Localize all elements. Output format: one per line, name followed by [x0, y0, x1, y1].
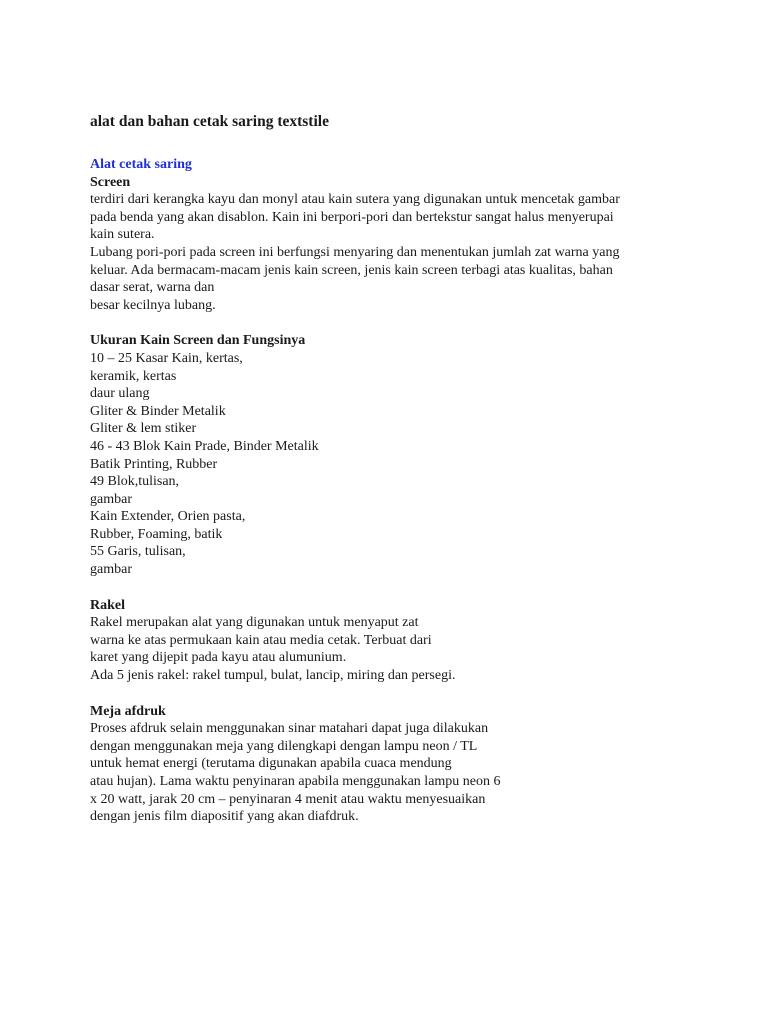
ukuran-heading: Ukuran Kain Screen dan Fungsinya: [90, 333, 306, 349]
text-line: x 20 watt, jarak 20 cm – penyinaran 4 menit atau waktu menyesuaikan: [90, 791, 486, 807]
text-line: kain sutera.: [90, 227, 155, 243]
list-item: 10 – 25 Kasar Kain, kertas,: [90, 350, 243, 366]
list-item: 46 - 43 Blok Kain Prade, Binder Metalik: [90, 438, 319, 454]
list-item: Kain Extender, Orien pasta,: [90, 509, 246, 525]
list-item: gambar: [90, 491, 132, 507]
meja-afdruk-paragraph: [90, 720, 690, 826]
list-item: Batik Printing, Rubber: [90, 456, 218, 472]
text-line: dengan jenis film diapositif yang akan diafdruk.: [90, 809, 359, 825]
list-item: Rubber, Foaming, batik: [90, 526, 223, 542]
list-item: Gliter & lem stiker: [90, 421, 197, 437]
list-item: 49 Blok,tulisan,: [90, 474, 180, 490]
text-line: Proses afdruk selain menggunakan sinar matahari dapat juga dilakukan: [90, 721, 489, 737]
rakel-heading: Rakel: [90, 597, 125, 613]
ukuran-list: [90, 350, 690, 579]
text-line: Lubang pori-pori pada screen ini berfungsi menyaring dan menentukan jumlah zat warna yang: [90, 244, 620, 260]
text-line: untuk hemat energi (terutama digunakan apabila cuaca mendung: [90, 756, 452, 772]
spacer: [90, 314, 690, 332]
text-line: terdiri dari kerangka kayu dan monyl atau kain sutera yang digunakan untuk mencetak gambar: [90, 192, 620, 208]
document-title: alat dan bahan cetak saring textstile: [90, 113, 329, 130]
list-item: gambar: [90, 562, 132, 578]
text-line: besar kecilnya lubang.: [90, 297, 216, 313]
spacer: [90, 685, 690, 703]
spacer: [90, 579, 690, 597]
text-line: pada benda yang akan disablon. Kain ini berpori-pori dan bertekstur sangat halus menyerupai: [90, 209, 614, 225]
list-item: keramik, kertas: [90, 368, 177, 384]
screen-paragraph: [90, 191, 690, 314]
text-line: Rakel merupakan alat yang digunakan untuk menyaput zat: [90, 615, 419, 631]
list-item: Gliter & Binder Metalik: [90, 403, 226, 419]
text-line: Ada 5 jenis rakel: rakel tumpul, bulat, lancip, miring dan persegi.: [90, 668, 456, 684]
screen-heading: Screen: [90, 174, 131, 190]
text-line: warna ke atas permukaan kain atau media cetak. Terbuat dari: [90, 632, 432, 648]
document-page: [90, 112, 690, 826]
rakel-paragraph: [90, 614, 690, 684]
text-line: atau hujan). Lama waktu penyinaran apabila menggunakan lampu neon 6: [90, 774, 501, 789]
text-line: dengan menggunakan meja yang dilengkapi dengan lampu neon / TL: [90, 738, 478, 754]
text-line: dasar serat, warna dan: [90, 280, 215, 296]
section-heading-alat-cetak-saring[interactable]: Alat cetak saring: [90, 157, 192, 172]
text-line: keluar. Ada bermacam-macam jenis kain screen, jenis kain screen terbagi atas kualitas, bahan: [90, 262, 613, 278]
list-item: daur ulang: [90, 386, 150, 402]
text-line: karet yang dijepit pada kayu atau alumunium.: [90, 650, 347, 666]
list-item: 55 Garis, tulisan,: [90, 544, 186, 560]
meja-afdruk-heading: Meja afdruk: [90, 703, 166, 719]
